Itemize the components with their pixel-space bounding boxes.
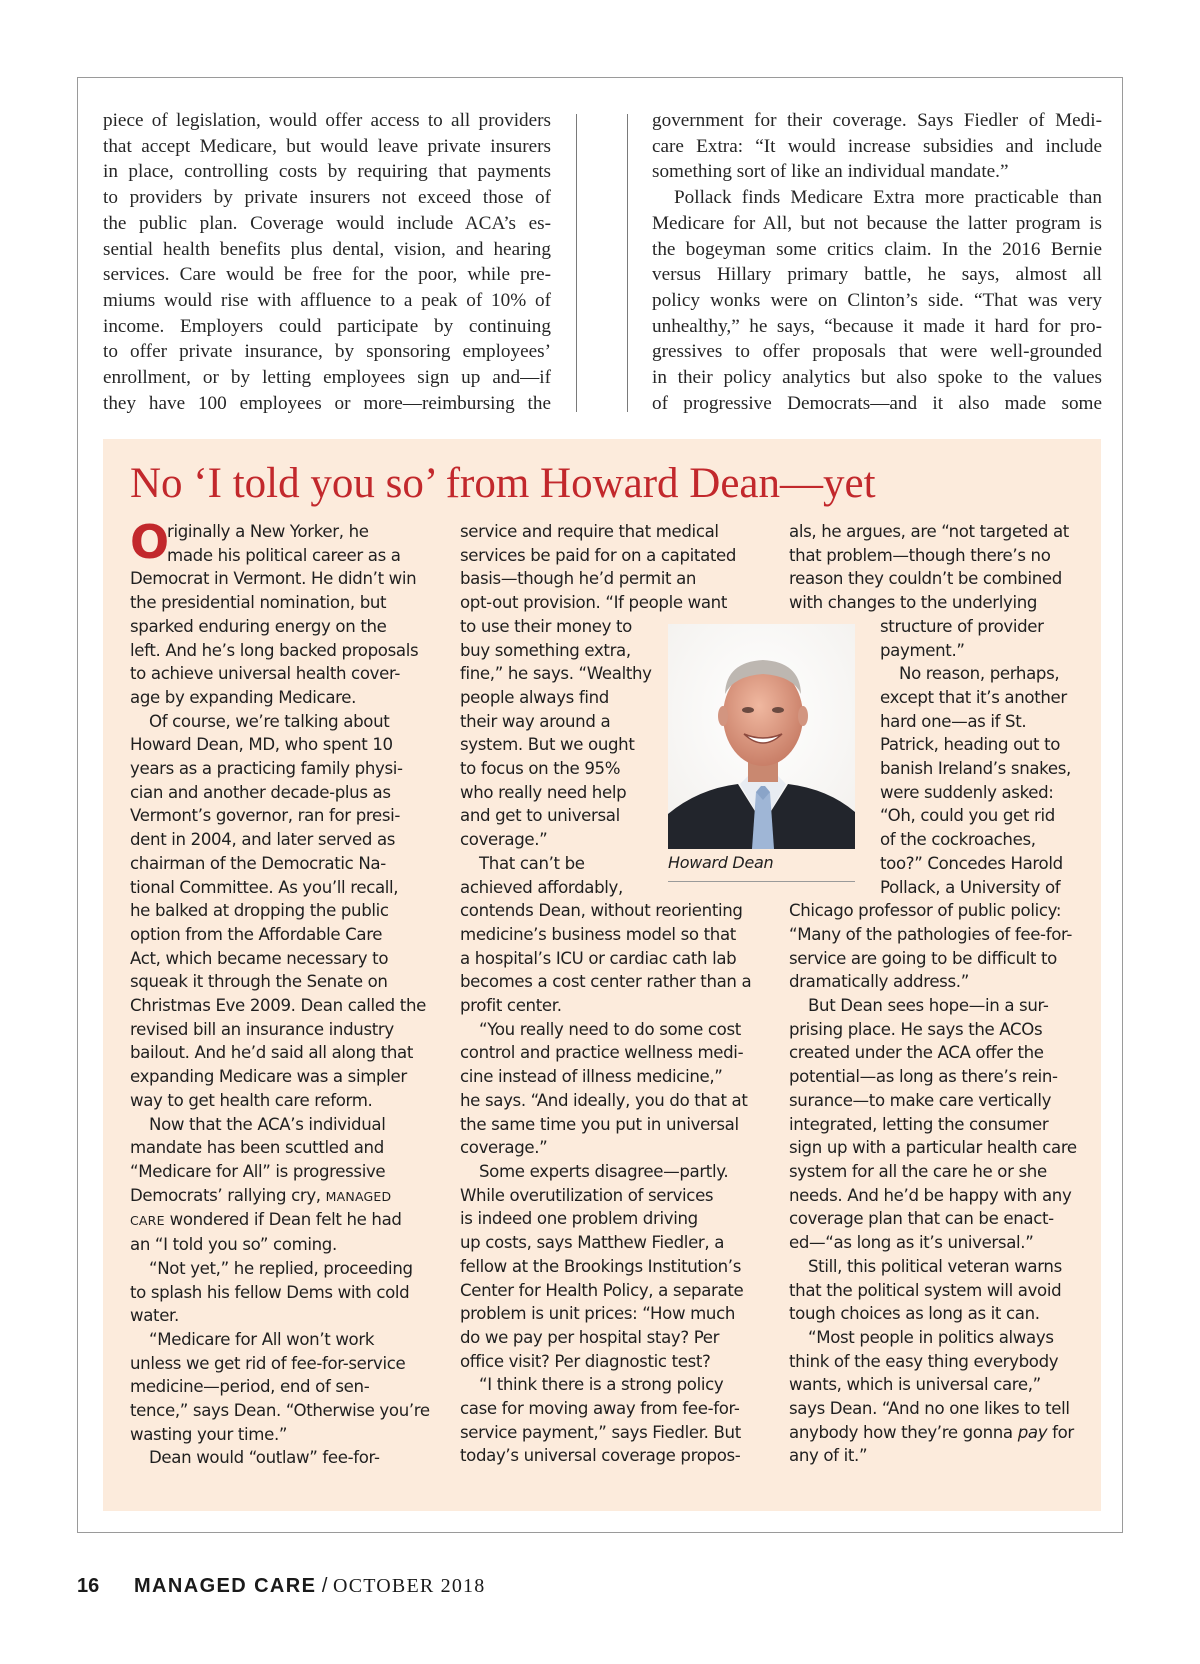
text-line: system for all the care he or she	[789, 1161, 1047, 1181]
text-line: something sort of like an individual mandate.”	[652, 161, 1009, 183]
text-line: he balked at dropping the public	[130, 901, 389, 921]
text-line: als, he argues, are “not targeted at	[789, 522, 1069, 541]
text-line: achieved affordably,	[460, 877, 623, 897]
text-line: the bogeyman some critics claim. In the 2016 Bernie	[652, 238, 1102, 260]
text-line: becomes a cost center rather than a	[460, 972, 752, 992]
text-line: ed—“as long as it’s universal.”	[789, 1233, 1034, 1253]
text-line: Act, which became necessary to	[130, 948, 389, 968]
text-line: Some experts disagree—partly.	[479, 1161, 729, 1181]
text-line: surance—to make care vertically	[789, 1090, 1052, 1110]
text-line: that the political system will avoid	[789, 1280, 1062, 1300]
text-line: payment.”	[880, 640, 965, 660]
text-line: medicine’s business model so that	[460, 924, 736, 944]
text-line: think of the easy thing everybody	[789, 1351, 1059, 1371]
text-line: do we pay per hospital stay? Per	[460, 1327, 720, 1347]
text-line: miums would rise with affluence to a peak of 10% of	[103, 289, 551, 311]
text-line: too?” Concedes Harold	[880, 853, 1063, 873]
text-line: made his political career as a	[167, 545, 401, 565]
text-line: banish Ireland’s snakes,	[880, 759, 1071, 779]
portrait-photo	[668, 624, 855, 849]
text-line: coverage.”	[460, 830, 548, 850]
sidebar-box	[103, 439, 1101, 1511]
text-line: dramatically address.”	[789, 972, 969, 992]
text-line: Pollack finds Medicare Extra more practicable than	[674, 187, 1102, 209]
text-line: problem is unit prices: “How much	[460, 1304, 736, 1324]
text-line: “Medicare for All won’t work	[149, 1329, 375, 1349]
text-line: reason they couldn’t be combined	[789, 569, 1062, 589]
portrait-illustration	[668, 624, 855, 849]
text-line: of the cockroaches,	[880, 830, 1036, 850]
text-line: the public plan. Coverage would include ACA’s es-	[103, 212, 551, 234]
text-line: wasting your time.”	[130, 1424, 288, 1444]
text-line: piece of legislation, would offer access to all providers	[103, 110, 551, 131]
text-line: cian and another decade-plus as	[130, 782, 391, 802]
text-line: any of it.”	[789, 1446, 868, 1466]
text-line: “Most people in politics always	[808, 1327, 1054, 1347]
text-line: is indeed one problem driving	[460, 1209, 698, 1229]
text-line: “Medicare for All” is progressive	[130, 1161, 386, 1181]
text-line: the same time you put in universal	[460, 1114, 739, 1134]
text-line: a hospital’s ICU or cardiac cath lab	[460, 948, 737, 968]
column-rule	[576, 114, 577, 412]
text-line: chairman of the Democratic Na-	[130, 853, 386, 873]
text-line: service payment,” says Fiedler. But	[460, 1422, 741, 1442]
text-line: “Many of the pathologies of fee-for-	[789, 924, 1073, 944]
text-line: to use their money to	[460, 616, 632, 636]
text-fragment: Democrats’ rallying cry,	[130, 1185, 321, 1205]
text-fragment: for	[1052, 1422, 1074, 1442]
text-line: contends Dean, without reorienting	[460, 901, 743, 921]
text-line: Pollack, a University of	[880, 877, 1061, 897]
text-line: squeak it through the Senate on	[130, 972, 388, 992]
drop-cap: O	[130, 515, 170, 569]
column-rule	[627, 114, 628, 412]
text-line: years as a practicing family physi-	[130, 759, 403, 779]
text-line: of progressive Democrats—and it also made some	[652, 392, 1102, 414]
text-line: Patrick, heading out to	[880, 735, 1061, 755]
text-line: an “I told you so” coming.	[130, 1235, 337, 1255]
text-line: in their policy analytics but also spoke to the values	[652, 367, 1102, 389]
text-line: left. And he’s long backed proposals	[130, 640, 419, 660]
text-fragment: wondered if Dean felt he had	[169, 1210, 402, 1230]
text-line: system. But we ought	[460, 735, 635, 755]
magazine-name-small-caps: MANAGED	[325, 1188, 392, 1204]
text-line: basis—though he’d permit an	[460, 569, 697, 589]
text-line: prising place. He says the ACOs	[789, 1019, 1043, 1039]
article-column-right	[652, 108, 1102, 416]
text-line: Now that the ACA’s individual	[149, 1114, 386, 1134]
text-line: says Dean. “And no one likes to tell	[789, 1399, 1070, 1419]
sidebar-title: No ‘I told you so’ from Howard Dean—yet	[130, 460, 876, 507]
text-line: hard one—as if St.	[880, 711, 1027, 731]
text-line: with changes to the underlying	[789, 593, 1038, 613]
footer-separator: /	[321, 1575, 328, 1597]
text-line: No reason, perhaps,	[899, 664, 1060, 684]
text-line: service are going to be difficult to	[789, 948, 1057, 968]
text-line: medicine—period, end of sen-	[130, 1377, 370, 1397]
text-line: he says. “And ideally, you do that at	[460, 1090, 748, 1110]
text-line: While overutilization of services	[460, 1185, 714, 1205]
text-line: services be paid for on a capitated	[460, 545, 737, 565]
text-line: sign up with a particular health care	[789, 1138, 1077, 1158]
magazine-name-small-caps: CARE	[130, 1213, 165, 1229]
text-line: “Not yet,” he replied, proceeding	[149, 1258, 413, 1278]
magazine-name: MANAGED CARE	[134, 1575, 317, 1597]
text-line: age by expanding Medicare.	[130, 687, 357, 707]
text-line: Vermont’s governor, ran for presi-	[130, 806, 401, 826]
text-line: services. Care would be free for the poor, while pre-	[103, 264, 551, 286]
emphasis: pay	[1017, 1422, 1048, 1442]
text-line: in place, controlling costs by requiring that payments	[103, 161, 551, 183]
text-line: sential health benefits plus dental, vision, and hearing	[103, 238, 551, 260]
text-line: expanding Medicare was a simpler	[130, 1067, 407, 1087]
text-line: to providers by private insurers not exceed those of	[103, 187, 551, 209]
text-line: “I think there is a strong policy	[479, 1375, 724, 1395]
text-line: service and require that medical	[460, 522, 719, 541]
text-line: option from the Affordable Care	[130, 924, 383, 944]
text-line: to achieve universal health cover-	[130, 664, 401, 684]
text-line: who really need help	[460, 782, 627, 802]
text-line: tional Committee. As you’ll recall,	[130, 877, 399, 897]
text-line	[130, 1184, 430, 1209]
text-line: fine,” he says. “Wealthy	[460, 664, 652, 684]
text-line	[789, 1421, 1077, 1445]
caption-divider	[668, 881, 855, 882]
text-line: created under the ACA offer the	[789, 1043, 1044, 1063]
text-line: their way around a	[460, 711, 611, 731]
text-line: Christmas Eve 2009. Dean called the	[130, 996, 426, 1016]
text-line: government for their coverage. Says Fiedler of Medi-	[652, 110, 1102, 131]
text-line: to splash his fellow Dems with cold	[130, 1282, 410, 1302]
text-line	[130, 1208, 430, 1233]
text-line: tough choices as long as it can.	[789, 1304, 1040, 1324]
text-line: integrated, letting the consumer	[789, 1114, 1049, 1134]
text-line: profit center.	[460, 996, 562, 1016]
text-line: that accept Medicare, but would leave private insurers	[103, 135, 551, 157]
text-line: and get to universal	[460, 806, 620, 826]
text-line: office visit? Per diagnostic test?	[460, 1351, 711, 1371]
text-line: water.	[130, 1306, 179, 1326]
text-line: Center for Health Policy, a separate	[460, 1280, 744, 1300]
text-line: fellow at the Brookings Institution’s	[460, 1256, 742, 1276]
text-line: Democrat in Vermont. He didn’t win	[130, 569, 417, 589]
text-line: coverage plan that can be enact-	[789, 1209, 1054, 1229]
text-line: up costs, says Matthew Fiedler, a	[460, 1233, 725, 1253]
sidebar-column-1	[130, 515, 430, 1470]
text-line: Medicare for All, but not because the latter program is	[652, 212, 1102, 234]
text-line: revised bill an insurance industry	[130, 1019, 394, 1039]
text-line: bailout. And he’d said all along that	[130, 1043, 414, 1063]
text-line: versus Hillary primary battle, he says, almost all	[652, 264, 1102, 286]
text-line: dent in 2004, and later served as	[130, 830, 396, 850]
text-line: Dean would “outlaw” fee-for-	[149, 1448, 380, 1468]
text-line: they have 100 employees or more—reimbursing the	[103, 392, 551, 414]
text-line: gressives to offer proposals that were well-grounded	[652, 341, 1102, 363]
text-line: wants, which is universal care,”	[789, 1375, 1041, 1395]
text-line: Chicago professor of public policy:	[789, 901, 1062, 921]
text-line: “You really need to do some cost	[479, 1019, 741, 1039]
text-line: Still, this political veteran warns	[808, 1256, 1062, 1276]
text-line: unhealthy,” he says, “because it made it hard for pro-	[652, 315, 1102, 337]
text-line: care Extra: “It would increase subsidies and include	[652, 135, 1102, 157]
text-line: coverage.”	[460, 1138, 548, 1158]
text-line: needs. And he’d be happy with any	[789, 1185, 1072, 1205]
text-line: tence,” says Dean. “Otherwise you’re	[130, 1401, 430, 1421]
text-line: enrollment, or by letting employees sign up and—if	[103, 367, 551, 389]
text-line: opt-out provision. “If people want	[460, 593, 727, 613]
text-line: case for moving away from fee-for-	[460, 1399, 740, 1419]
text-line: sparked enduring energy on the	[130, 616, 387, 636]
text-line: But Dean sees hope—in a sur-	[808, 996, 1049, 1016]
text-line: today’s universal coverage propos-	[460, 1446, 741, 1466]
text-line: that problem—though there’s no	[789, 545, 1051, 565]
text-line: buy something extra,	[460, 640, 631, 660]
text-line: Howard Dean, MD, who spent 10	[130, 735, 393, 755]
text-line: policy wonks were on Clinton’s side. “That was very	[652, 289, 1102, 311]
text-line: Of course, we’re talking about	[149, 711, 390, 731]
text-line: cine instead of illness medicine,”	[460, 1067, 723, 1087]
page-footer	[77, 1575, 485, 1598]
text-line: to offer private insurance, by sponsoring employees’	[103, 341, 551, 363]
text-line: potential—as long as there’s rein-	[789, 1067, 1058, 1087]
text-line: unless we get rid of fee-for-service	[130, 1353, 406, 1373]
text-line: control and practice wellness medi-	[460, 1043, 744, 1063]
text-line: way to get health care reform.	[130, 1090, 373, 1110]
text-line: to focus on the 95%	[460, 759, 621, 779]
text-line: That can’t be	[479, 853, 585, 873]
text-line: the presidential nomination, but	[130, 593, 387, 613]
text-line: riginally a New Yorker, he	[167, 522, 369, 541]
article-column-left	[103, 108, 551, 416]
text-line: except that it’s another	[880, 687, 1067, 707]
text-line: structure of provider	[880, 616, 1044, 636]
text-line: “Oh, could you get rid	[880, 806, 1055, 826]
text-fragment: anybody how they’re gonna	[789, 1422, 1013, 1442]
page-number: 16	[77, 1575, 100, 1597]
photo-caption: Howard Dean	[668, 853, 774, 872]
issue-date: OCTOBER 2018	[333, 1575, 486, 1597]
text-line: income. Employers could participate by continuing	[103, 315, 551, 337]
text-line: mandate has been scuttled and	[130, 1138, 384, 1158]
text-line: were suddenly asked:	[880, 782, 1054, 802]
text-line: people always find	[460, 687, 609, 707]
